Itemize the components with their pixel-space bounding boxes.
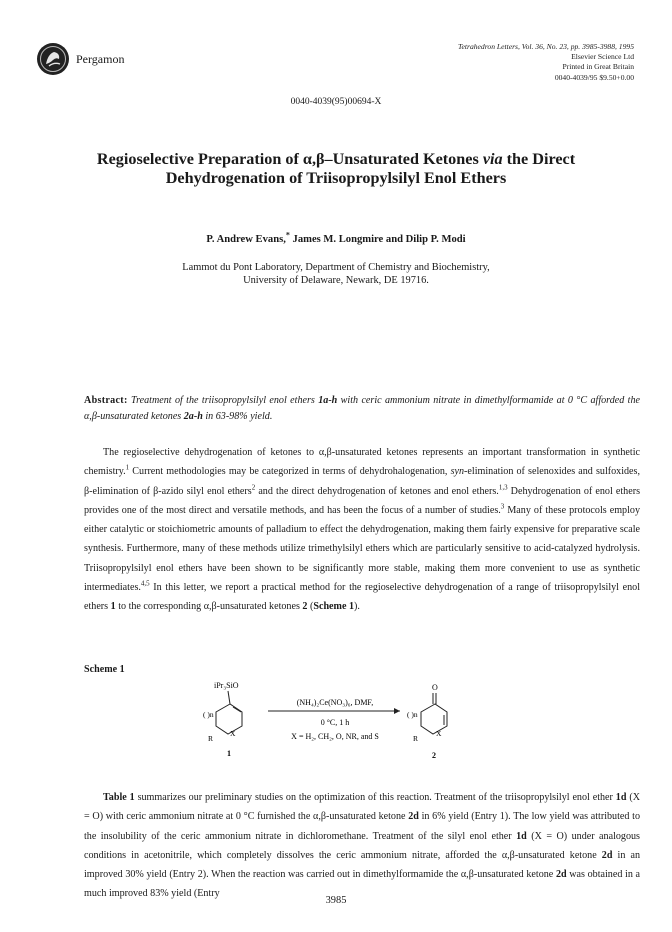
author-corresponding: P. Andrew Evans, bbox=[206, 234, 286, 245]
body-text: -elimination of selenoxides and sulfoxides, β-elimination of β-azido silyl enol ethers bbox=[84, 466, 640, 497]
issn-price: 0040-4039/95 $9.50+0.00 bbox=[554, 72, 634, 82]
bond bbox=[228, 691, 230, 704]
compound-ref: 2d bbox=[408, 811, 419, 823]
compound-ref: 2d bbox=[601, 849, 613, 861]
title-part-1: Regioselective Preparation of α,β–Unsaturated Ketones bbox=[96, 150, 483, 168]
double-bond bbox=[233, 707, 241, 712]
author-others: James M. Longmire and Dilip P. Modi bbox=[289, 234, 466, 245]
title-part-2: the Direct Dehydrogenation of Triisopropylsilyl Enol Ethers bbox=[165, 150, 576, 187]
ring-1 bbox=[216, 704, 242, 734]
body-text: and the direct dehydrogenation of ketones and enol ethers. bbox=[255, 485, 499, 497]
silyl-group-label: iPr₃SiO bbox=[214, 681, 239, 690]
arrow-head-icon bbox=[394, 708, 400, 714]
carbonyl-oxygen: O bbox=[432, 683, 438, 692]
body-text: (X = O) under analogous conditions in acetonitrile, which completely dissolves the ceric ammonium nitrate, afforded the α,β-unsaturated ketone bbox=[84, 830, 640, 861]
body-text: summarizes our preliminary studies on the optimization of this reaction. Treatment of the triisopropylsilyl enol ether bbox=[134, 792, 616, 803]
x-atom: X bbox=[436, 729, 442, 738]
ring-size-label: ( )n bbox=[203, 710, 214, 719]
compound-ref: 2d bbox=[555, 869, 567, 881]
abstract-text: in 63-98% yield. bbox=[202, 411, 273, 422]
affiliation-line-1: Lammot du Pont Laboratory, Department of Chemistry and Biochemistry, bbox=[182, 262, 490, 273]
body-paragraph-2 bbox=[84, 788, 640, 904]
corresponding-mark: * bbox=[285, 230, 290, 240]
citation: 1,3 bbox=[498, 483, 508, 492]
abstract-label: Abstract: bbox=[84, 395, 128, 406]
affiliation bbox=[0, 262, 672, 287]
body-text: to the corresponding α,β-unsaturated ketones bbox=[115, 601, 303, 613]
x-definition: X = H₂, CH₂, O, NR, and S bbox=[291, 732, 379, 741]
ring-size-label: ( )n bbox=[407, 710, 418, 719]
compound-ref: 1a-h bbox=[318, 395, 338, 406]
body-text: Dehydrogenation of enol ethers provides one of the most direct and versatile methods, and has been the focus of a number of studies. bbox=[84, 485, 641, 516]
citation: 2 bbox=[251, 483, 256, 492]
conditions-label: 0 °C, 1 h bbox=[320, 718, 350, 727]
compound-ref: 2 bbox=[302, 601, 308, 613]
body-text: Many of these protocols employ either catalytic or stoichiometric amounts of palladium to effect the dehydrogenation, making them fairly expensive for preparative scale synthesis. Furthermore, many of these methods utilize trimethylsilyl ethers which are particularly sensitive to acid-catalyzed hydrolysis. Triisopropylsilyl enol ethers have been shown to be significantly more stable, making them more convenient to use as synthetic intermediates. bbox=[84, 504, 640, 594]
title-via: via bbox=[482, 150, 503, 168]
body-paragraph-1 bbox=[84, 443, 640, 617]
abstract bbox=[84, 393, 640, 425]
x-atom: X bbox=[230, 729, 236, 738]
citation: 4,5 bbox=[140, 579, 150, 588]
abstract-text: Treatment of the triisopropylsilyl enol ethers bbox=[127, 395, 319, 406]
reagent-label: (NH₄)₂Ce(NO₃)₆, DMF, bbox=[296, 698, 374, 707]
body-text: Current methodologies may be categorized in terms of dehydrohalogenation, bbox=[129, 466, 451, 478]
scheme-label: Scheme 1 bbox=[84, 664, 125, 675]
body-text: In this letter, we report a practical method for the regioselective dehydrogenation of a range of triisopropylsilyl enol ethers bbox=[84, 582, 640, 613]
r-substituent: R bbox=[208, 734, 214, 743]
ring-2 bbox=[421, 704, 447, 734]
printed-location: Printed in Great Britain bbox=[562, 62, 634, 72]
citation: 3 bbox=[500, 502, 505, 511]
body-text: was obtained in a much improved 83% yield (Entry bbox=[84, 869, 640, 900]
compound-ref: 1 bbox=[110, 601, 116, 613]
page-number: 3985 bbox=[325, 895, 347, 906]
compound-1-label: 1 bbox=[227, 749, 231, 758]
abstract-text: with ceric ammonium nitrate in dimethylformamide at 0 °C afforded the α,β-unsaturated ketones bbox=[84, 395, 641, 422]
body-text: syn bbox=[450, 466, 465, 478]
doi-code: 0040-4039(95)00694-X bbox=[290, 97, 382, 107]
reaction-scheme bbox=[200, 678, 500, 770]
citation: 1 bbox=[125, 463, 130, 472]
table-ref: Table 1 bbox=[103, 792, 135, 803]
compound-ref: 1d bbox=[615, 792, 627, 803]
journal-citation: Tetrahedron Letters, Vol. 36, No. 23, pp. 3985-3988, 1995 bbox=[458, 42, 634, 51]
body-text: (X = O) with ceric ammonium nitrate at 0 °C furnished the α,β-unsaturated ketone bbox=[84, 792, 640, 823]
body-text: ). bbox=[354, 601, 360, 613]
affiliation-line-2: University of Delaware, Newark, DE 19716. bbox=[243, 274, 429, 286]
r-substituent: R bbox=[413, 734, 419, 743]
body-text: in an improved 30% yield (Entry 2). When the reaction was carried out in dimethylformamide the α,β-unsaturated ketone bbox=[84, 849, 640, 881]
scheme-ref: Scheme 1 bbox=[313, 601, 354, 613]
publisher-name: Pergamon bbox=[76, 52, 125, 66]
compound-ref: 2a-h bbox=[183, 411, 203, 422]
author-list bbox=[0, 230, 672, 245]
compound-ref: 1d bbox=[516, 830, 527, 842]
article-title bbox=[60, 150, 612, 188]
body-text: The regioselective dehydrogenation of ketones to α,β-unsaturated ketones represents an important transformation in synthetic chemistry. bbox=[84, 447, 640, 478]
body-text: ( bbox=[307, 601, 314, 613]
body-text: in 6% yield (Entry 1). The low yield was attributed to the insolubility of the ceric ammonium nitrate in dichloromethane. Treatment of the silyl enol ether bbox=[84, 811, 640, 842]
pergamon-logo-icon bbox=[36, 42, 70, 76]
publisher-ltd: Elsevier Science Ltd bbox=[571, 52, 634, 62]
journal-info bbox=[458, 42, 634, 83]
compound-2-label: 2 bbox=[432, 751, 436, 760]
